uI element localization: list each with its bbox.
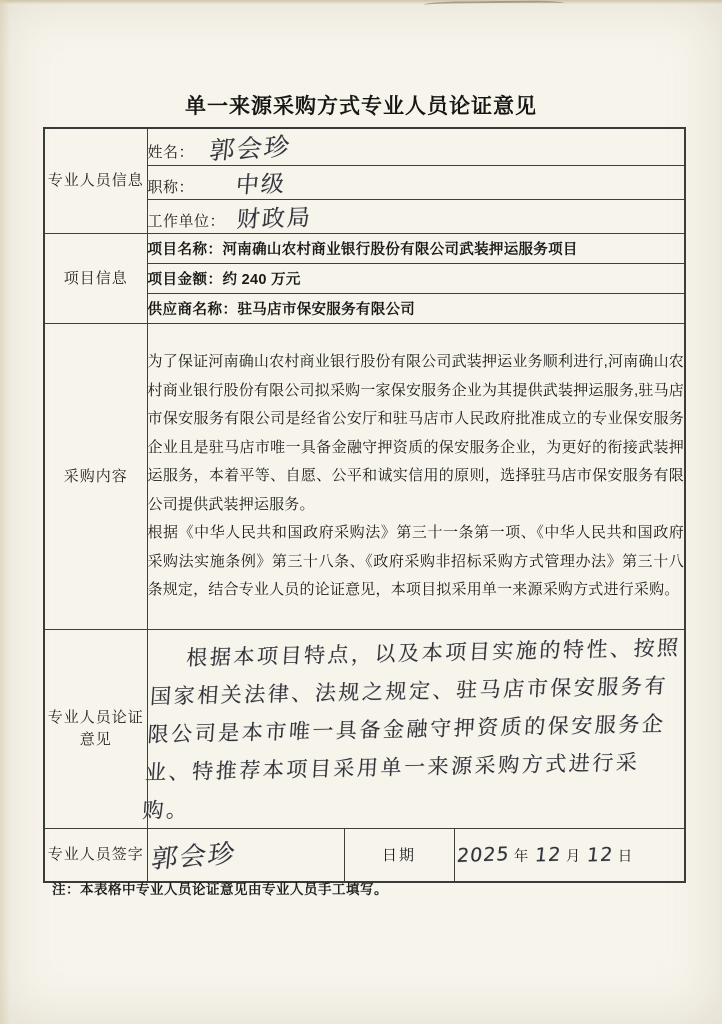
supplier-name-label: 供应商名称： (147, 302, 238, 318)
date-day-unit: 日 (617, 848, 633, 865)
job-title-handwritten-value: 中级 (234, 171, 288, 199)
table-row (44, 128, 685, 166)
field-work-unit (147, 200, 685, 234)
date-year-handwritten: 2025 (455, 842, 511, 867)
procurement-paragraph-1: 为了保证河南确山农村商业银行股份有限公司武装押运业务顺利进行,河南确山农村商业银行股份有限公司拟采购一家保安服务企业为其提供武装押运服务,驻马店市保安服务有限公司是经省公安厅和驻马店市人民政府批准成立的专业保安服务企业且是驻马店市唯一具备金融守押资质的保安服务企业，为更好的衔接武装押运服务，本着平等、自愿、公平和诚实信用的原则，选择驻马店市保安服务有限公司提供武装押运服务。 (147, 353, 684, 513)
table-row (44, 324, 685, 630)
work-unit-handwritten-value: 财政局 (235, 205, 313, 233)
field-name (147, 128, 685, 166)
field-project-name (147, 234, 685, 264)
date-month-unit: 月 (565, 848, 581, 865)
expert-opinion-cell (141, 630, 685, 829)
procurement-content-text (147, 324, 685, 630)
table-row (44, 630, 685, 829)
date-year-unit: 年 (513, 848, 529, 865)
footnote: 注：本表格中专业人员论证意见由专业人员手工填写。 (52, 882, 388, 897)
date-month-handwritten: 12 (533, 843, 563, 867)
section-label-project-info: 项目信息 (44, 234, 147, 324)
section-label-personnel-info: 专业人员信息 (44, 128, 147, 234)
date-day-handwritten: 12 (585, 843, 614, 867)
page-title: 单一来源采购方式专业人员论证意见 (185, 95, 537, 118)
procurement-paragraph-2: 根据《中华人民共和国政府采购法》第三十一条第一项、《中华人民共和国政府采购法实施条例》第三十八条、《政府采购非招标采购方式管理办法》第三十八条规定，结合专业人员的论证意见，本项目拟采用单一来源采购方式进行采购。 (147, 524, 684, 599)
signature-label: 专业人员签字 (44, 829, 147, 882)
section-label-expert-opinion: 专业人员论证意见 (44, 630, 147, 829)
date-cell (454, 829, 685, 882)
form-table (43, 127, 686, 883)
project-name-label: 项目名称： (147, 242, 223, 258)
job-title-label: 职称： (147, 180, 195, 196)
scan-artifact-mark (424, 0, 564, 7)
table-row (44, 234, 685, 264)
scan-top-edge (0, 0, 722, 4)
project-amount-value: 约 240 万元 (222, 272, 301, 288)
project-amount-label: 项目金额： (147, 272, 223, 288)
field-project-amount (147, 264, 685, 294)
scan-left-edge (0, 0, 10, 1024)
project-name-value: 河南确山农村商业银行股份有限公司武装押运服务项目 (222, 242, 578, 258)
table-row (44, 829, 685, 882)
date-label: 日期 (344, 829, 454, 882)
field-job-title (147, 166, 685, 200)
work-unit-label: 工作单位： (147, 214, 226, 230)
supplier-name-value: 驻马店市保安服务有限公司 (237, 302, 416, 318)
name-label: 姓名： (147, 145, 195, 161)
name-handwritten-value: 郭会珍 (208, 131, 293, 166)
field-supplier-name (147, 294, 685, 324)
expert-opinion-handwritten-text: 根据本项目特点，以及本项目实施的特性、按照国家相关法律、法规之规定、驻马店市保安服务有限公司是本市唯一具备金融守押资质的保安服务企业、特推荐本项目采用单一来源采购方式进行采购。 (141, 635, 681, 823)
signature-cell (147, 829, 344, 882)
signature-handwritten: 郭会珍 (149, 839, 238, 876)
section-label-procurement-content: 采购内容 (44, 324, 147, 630)
